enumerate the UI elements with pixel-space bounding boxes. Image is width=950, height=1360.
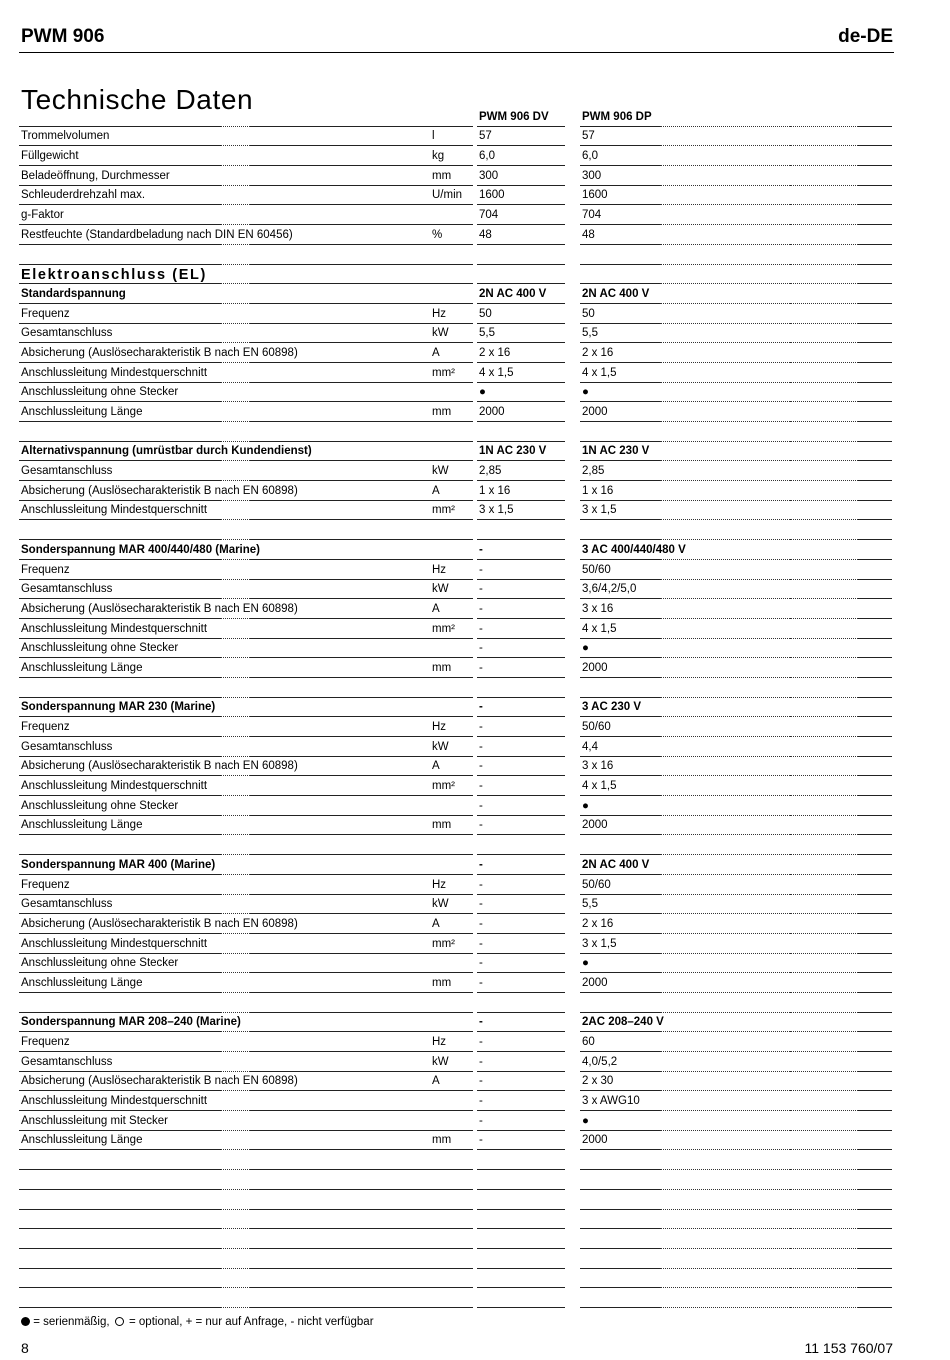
row-rule bbox=[660, 1307, 790, 1308]
row-label: Anschlussleitung Mindestquerschnitt bbox=[21, 504, 208, 517]
value-dp: 3 x 16 bbox=[582, 602, 614, 615]
value-dp: 2 x 30 bbox=[582, 1075, 614, 1088]
row-label: Trommelvolumen bbox=[21, 130, 110, 143]
row-unit: mm² bbox=[432, 780, 455, 793]
value-dp: 3 x 1,5 bbox=[582, 504, 617, 517]
row-unit: Hz bbox=[432, 1036, 447, 1048]
row-unit: kW bbox=[432, 465, 449, 478]
value-dp: 3,6/4,2/5,0 bbox=[582, 583, 637, 596]
value-dp: 3 AC 400/440/480 V bbox=[582, 543, 686, 556]
value-dp: 1N AC 230 V bbox=[582, 445, 650, 458]
table-row bbox=[0, 1091, 950, 1111]
value-dp: 2000 bbox=[582, 1134, 608, 1147]
row-unit: kW bbox=[432, 898, 449, 911]
spacer-row bbox=[0, 1249, 950, 1269]
value-dv: 4 x 1,5 bbox=[479, 366, 514, 379]
value-dv: - bbox=[479, 858, 483, 871]
value-dv: 3 x 1,5 bbox=[479, 504, 514, 517]
row-label: Gesamtanschluss bbox=[21, 327, 113, 340]
value-dv: - bbox=[479, 760, 483, 773]
row-unit: A bbox=[432, 1075, 440, 1088]
ring-icon bbox=[115, 1317, 124, 1326]
table-row bbox=[0, 757, 950, 777]
row-rule bbox=[580, 1307, 660, 1308]
row-unit: kW bbox=[432, 327, 449, 340]
value-dv: 1N AC 230 V bbox=[479, 445, 547, 458]
table-row bbox=[0, 127, 950, 147]
spacer-row bbox=[0, 1150, 950, 1170]
row-label: Absicherung (Auslösecharakteristik B nach EN 60898) bbox=[21, 484, 298, 497]
table-row bbox=[0, 875, 950, 895]
row-unit: U/min bbox=[432, 189, 463, 202]
value-dp: 704 bbox=[582, 209, 602, 222]
row-unit: mm bbox=[432, 819, 452, 832]
table-row bbox=[0, 146, 950, 166]
row-rule bbox=[477, 1307, 565, 1308]
row-label: Standardspannung bbox=[21, 287, 126, 300]
value-dp: 2N AC 400 V bbox=[582, 287, 650, 300]
row-rule bbox=[430, 1307, 473, 1308]
header-locale: de-DE bbox=[838, 26, 893, 47]
table-row bbox=[0, 717, 950, 737]
spacer-row bbox=[0, 835, 950, 855]
row-label: Anschlussleitung Mindestquerschnitt bbox=[21, 622, 208, 635]
table-row bbox=[0, 619, 950, 639]
table-row bbox=[0, 1131, 950, 1151]
value-dp: 4,4 bbox=[582, 740, 598, 753]
value-dp: 2 x 16 bbox=[582, 917, 614, 930]
table-row bbox=[0, 895, 950, 915]
value-dp: 6,0 bbox=[582, 150, 598, 163]
row-unit: A bbox=[432, 602, 440, 615]
row-label: Absicherung (Auslösecharakteristik B nach EN 60898) bbox=[21, 917, 298, 930]
row-unit: A bbox=[432, 917, 440, 930]
row-unit: A bbox=[432, 346, 440, 359]
value-dp: ● bbox=[582, 386, 589, 399]
row-unit: mm² bbox=[432, 937, 455, 950]
value-dp: 48 bbox=[582, 228, 595, 241]
bullet-icon bbox=[21, 1317, 30, 1326]
value-dv: - bbox=[479, 583, 483, 596]
row-unit: mm bbox=[432, 406, 452, 418]
table-row bbox=[0, 186, 950, 206]
value-dv: 2000 bbox=[479, 406, 505, 418]
value-dp: 3 x AWG10 bbox=[582, 1095, 640, 1108]
table-row bbox=[0, 658, 950, 678]
value-dv: - bbox=[479, 957, 483, 970]
value-dv: - bbox=[479, 1134, 483, 1147]
row-unit: mm bbox=[432, 1134, 452, 1147]
page-title: Technische Daten bbox=[21, 84, 254, 115]
value-dv: - bbox=[479, 701, 483, 714]
row-label: Frequenz bbox=[21, 721, 70, 733]
row-label: g-Faktor bbox=[21, 209, 64, 222]
row-label: Anschlussleitung Länge bbox=[21, 1134, 143, 1147]
table-row bbox=[0, 698, 950, 718]
spacer-row bbox=[0, 245, 950, 265]
row-rule bbox=[790, 1307, 858, 1308]
table-row bbox=[0, 166, 950, 186]
value-dv: PWM 906 DV bbox=[479, 110, 549, 123]
value-dp: 5,5 bbox=[582, 327, 598, 340]
value-dp: PWM 906 DP bbox=[582, 110, 652, 123]
row-label: Gesamtanschluss bbox=[21, 583, 113, 596]
value-dp: 2000 bbox=[582, 819, 608, 832]
value-dp: 2N AC 400 V bbox=[582, 858, 650, 871]
row-rule bbox=[19, 1307, 221, 1308]
table-row bbox=[0, 402, 950, 422]
value-dp: 4 x 1,5 bbox=[582, 622, 617, 635]
value-dv: 2,85 bbox=[479, 465, 502, 478]
table-row bbox=[0, 501, 950, 521]
table-row bbox=[0, 973, 950, 993]
row-label: Anschlussleitung ohne Stecker bbox=[21, 386, 179, 399]
table-row bbox=[0, 1072, 950, 1092]
value-dv: - bbox=[479, 976, 483, 989]
spacer-row bbox=[0, 422, 950, 442]
value-dp: 50/60 bbox=[582, 878, 611, 891]
table-row bbox=[0, 540, 950, 560]
row-label: Absicherung (Auslösecharakteristik B nach EN 60898) bbox=[21, 760, 298, 773]
table-row bbox=[0, 560, 950, 580]
row-label: Sonderspannung MAR 230 (Marine) bbox=[21, 701, 216, 714]
row-label: Gesamtanschluss bbox=[21, 740, 113, 753]
row-label: Frequenz bbox=[21, 563, 70, 576]
table-row bbox=[0, 304, 950, 324]
spacer-row bbox=[0, 1229, 950, 1249]
table-row bbox=[0, 796, 950, 816]
table-row bbox=[0, 816, 950, 836]
value-dv: - bbox=[479, 642, 483, 655]
row-label: Restfeuchte (Standardbeladung nach DIN EN 60456) bbox=[21, 228, 293, 241]
value-dv: 1 x 16 bbox=[479, 484, 511, 497]
value-dp: 1600 bbox=[582, 189, 608, 202]
row-label: Füllgewicht bbox=[21, 150, 79, 163]
value-dv: - bbox=[479, 780, 483, 793]
value-dv: - bbox=[479, 878, 483, 891]
value-dv: ● bbox=[479, 386, 486, 399]
row-label: Anschlussleitung Länge bbox=[21, 976, 143, 989]
row-unit: A bbox=[432, 484, 440, 497]
table-row bbox=[0, 934, 950, 954]
table-row bbox=[0, 107, 950, 127]
value-dp: 50/60 bbox=[582, 721, 611, 733]
value-dp: 3 x 16 bbox=[582, 760, 614, 773]
row-rule bbox=[250, 1307, 340, 1308]
row-unit: mm² bbox=[432, 622, 455, 635]
table-row bbox=[0, 954, 950, 974]
row-label: Anschlussleitung ohne Stecker bbox=[21, 799, 179, 812]
value-dv: - bbox=[479, 799, 483, 812]
table-row bbox=[0, 914, 950, 934]
value-dv: - bbox=[479, 1114, 483, 1127]
row-label: Anschlussleitung ohne Stecker bbox=[21, 642, 179, 655]
value-dv: 48 bbox=[479, 228, 492, 241]
value-dv: 300 bbox=[479, 169, 499, 182]
row-label: Alternativspannung (umrüstbar durch Kundendienst) bbox=[21, 445, 312, 458]
spacer-row bbox=[0, 1269, 950, 1289]
row-label: Anschlussleitung Mindestquerschnitt bbox=[21, 1095, 208, 1108]
value-dv: - bbox=[479, 602, 483, 615]
table-row bbox=[0, 383, 950, 403]
row-unit: mm bbox=[432, 976, 452, 989]
value-dv: - bbox=[479, 898, 483, 911]
value-dv: 2N AC 400 V bbox=[479, 287, 547, 300]
row-unit: kg bbox=[432, 150, 445, 163]
row-unit: mm bbox=[432, 169, 452, 182]
value-dp: 2AC 208–240 V bbox=[582, 1016, 664, 1029]
spacer-row bbox=[0, 1170, 950, 1190]
value-dp: 2000 bbox=[582, 976, 608, 989]
value-dv: - bbox=[479, 661, 483, 674]
value-dp: 4 x 1,5 bbox=[582, 366, 617, 379]
value-dv: - bbox=[479, 917, 483, 930]
value-dp: 50 bbox=[582, 307, 595, 320]
row-label: Absicherung (Auslösecharakteristik B nach EN 60898) bbox=[21, 602, 298, 615]
value-dv: - bbox=[479, 819, 483, 832]
row-rule bbox=[858, 1307, 892, 1308]
value-dv: 5,5 bbox=[479, 327, 495, 340]
row-rule bbox=[340, 1307, 430, 1308]
row-label: Anschlussleitung Mindestquerschnitt bbox=[21, 780, 208, 793]
value-dp: 2000 bbox=[582, 661, 608, 674]
value-dv: 57 bbox=[479, 130, 492, 143]
value-dv: 704 bbox=[479, 209, 499, 222]
row-unit: mm² bbox=[432, 504, 455, 517]
row-label: Frequenz bbox=[21, 307, 70, 320]
legend-ring-text: = optional, + = nur auf Anfrage, - nicht verfügbar bbox=[129, 1316, 374, 1328]
row-label: Anschlussleitung Länge bbox=[21, 406, 143, 418]
row-unit: Hz bbox=[432, 307, 447, 320]
table-row bbox=[0, 442, 950, 462]
value-dv: 1600 bbox=[479, 189, 505, 202]
row-label: Schleuderdrehzahl max. bbox=[21, 189, 146, 202]
value-dv: - bbox=[479, 1095, 483, 1108]
value-dv: - bbox=[479, 622, 483, 635]
row-label: Anschlussleitung mit Stecker bbox=[21, 1114, 169, 1127]
value-dv: - bbox=[479, 1016, 483, 1029]
value-dp: 5,5 bbox=[582, 898, 598, 911]
value-dp: 4 x 1,5 bbox=[582, 780, 617, 793]
table-row bbox=[0, 284, 950, 304]
value-dv: - bbox=[479, 1075, 483, 1088]
row-unit: mm bbox=[432, 661, 452, 674]
value-dv: - bbox=[479, 563, 483, 576]
value-dv: - bbox=[479, 740, 483, 753]
table-row bbox=[0, 580, 950, 600]
row-unit: Hz bbox=[432, 878, 447, 891]
value-dp: ● bbox=[582, 957, 589, 970]
table-row bbox=[0, 1013, 950, 1033]
value-dp: ● bbox=[582, 799, 589, 812]
row-label: Anschlussleitung Länge bbox=[21, 819, 143, 832]
table-row bbox=[0, 481, 950, 501]
spacer-row bbox=[0, 1190, 950, 1210]
row-unit: A bbox=[432, 760, 440, 773]
value-dp: 2 x 16 bbox=[582, 346, 614, 359]
spacer-row bbox=[0, 1288, 950, 1308]
row-unit: Hz bbox=[432, 721, 447, 733]
value-dp: 1 x 16 bbox=[582, 484, 614, 497]
row-label: Sonderspannung MAR 208–240 (Marine) bbox=[21, 1016, 241, 1029]
value-dv: - bbox=[479, 1036, 483, 1048]
value-dp: 3 AC 230 V bbox=[582, 701, 642, 714]
section-heading-row bbox=[0, 265, 950, 285]
table-row bbox=[0, 1032, 950, 1052]
value-dv: - bbox=[479, 937, 483, 950]
doc-number: 11 153 760/07 bbox=[804, 1340, 893, 1356]
value-dp: ● bbox=[582, 1114, 589, 1127]
value-dp: 300 bbox=[582, 169, 602, 182]
row-label: Sonderspannung MAR 400/440/480 (Marine) bbox=[21, 543, 261, 556]
row-label: Beladeöffnung, Durchmesser bbox=[21, 169, 170, 182]
value-dp: 2,85 bbox=[582, 465, 605, 478]
table-row bbox=[0, 737, 950, 757]
row-label: Absicherung (Auslösecharakteristik B nach EN 60898) bbox=[21, 346, 298, 359]
row-unit: mm² bbox=[432, 366, 455, 379]
table-row bbox=[0, 855, 950, 875]
value-dp: 57 bbox=[582, 130, 595, 143]
row-unit: kW bbox=[432, 1055, 449, 1068]
value-dv: 2 x 16 bbox=[479, 346, 511, 359]
legend-bullet-text: = serienmäßig, bbox=[33, 1316, 110, 1328]
legend bbox=[21, 1316, 374, 1328]
value-dp: 4,0/5,2 bbox=[582, 1055, 618, 1068]
value-dp: 2000 bbox=[582, 406, 608, 418]
row-label: Elektroanschluss (EL) bbox=[21, 267, 207, 284]
table-row bbox=[0, 599, 950, 619]
spacer-row bbox=[0, 520, 950, 540]
row-label: Sonderspannung MAR 400 (Marine) bbox=[21, 858, 216, 871]
row-label: Anschlussleitung Mindestquerschnitt bbox=[21, 937, 208, 950]
header-rule bbox=[19, 52, 894, 53]
row-unit: l bbox=[432, 130, 435, 143]
value-dp: ● bbox=[582, 642, 589, 655]
row-label: Gesamtanschluss bbox=[21, 1055, 113, 1068]
row-label: Gesamtanschluss bbox=[21, 898, 113, 911]
row-label: Anschlussleitung Länge bbox=[21, 661, 143, 674]
table-row bbox=[0, 363, 950, 383]
row-unit: kW bbox=[432, 583, 449, 596]
row-label: Absicherung (Auslösecharakteristik B nach EN 60898) bbox=[21, 1075, 298, 1088]
table-row bbox=[0, 1111, 950, 1131]
spacer-row bbox=[0, 1210, 950, 1230]
table-row bbox=[0, 1052, 950, 1072]
table-row bbox=[0, 343, 950, 363]
row-unit: % bbox=[432, 228, 443, 241]
value-dp: 60 bbox=[582, 1036, 595, 1048]
value-dv: 6,0 bbox=[479, 150, 495, 163]
spec-table bbox=[0, 107, 950, 1308]
table-row bbox=[0, 776, 950, 796]
value-dv: - bbox=[479, 721, 483, 733]
table-row bbox=[0, 225, 950, 245]
row-label: Gesamtanschluss bbox=[21, 465, 113, 478]
table-row bbox=[0, 461, 950, 481]
row-unit: kW bbox=[432, 740, 449, 753]
row-label: Frequenz bbox=[21, 1036, 70, 1048]
table-row bbox=[0, 639, 950, 659]
header-model: PWM 906 bbox=[21, 26, 105, 47]
row-rule bbox=[221, 1307, 250, 1308]
row-unit: Hz bbox=[432, 563, 447, 576]
value-dv: - bbox=[479, 1055, 483, 1068]
page-number: 8 bbox=[21, 1340, 29, 1356]
row-label: Anschlussleitung ohne Stecker bbox=[21, 957, 179, 970]
row-label: Anschlussleitung Mindestquerschnitt bbox=[21, 366, 208, 379]
value-dv: - bbox=[479, 543, 483, 556]
spacer-row bbox=[0, 993, 950, 1013]
value-dv: 50 bbox=[479, 307, 492, 320]
table-row bbox=[0, 205, 950, 225]
value-dp: 50/60 bbox=[582, 563, 611, 576]
spacer-row bbox=[0, 678, 950, 698]
table-row bbox=[0, 324, 950, 344]
row-label: Frequenz bbox=[21, 878, 70, 891]
value-dp: 3 x 1,5 bbox=[582, 937, 617, 950]
